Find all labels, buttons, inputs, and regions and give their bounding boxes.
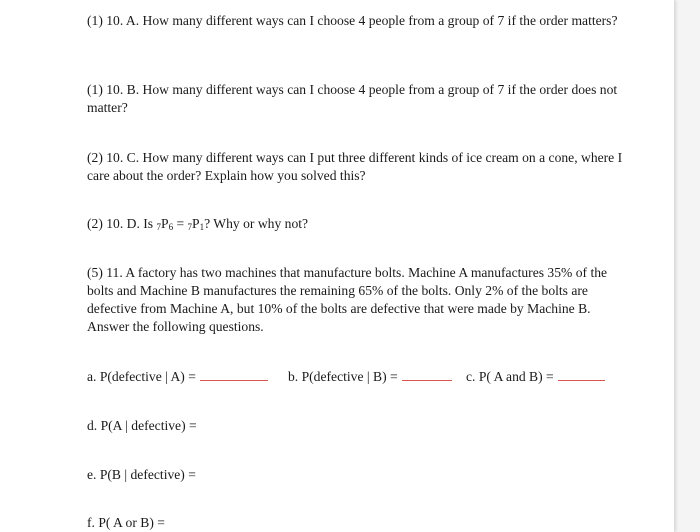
permutation-right [188,216,205,231]
subquestion-a-text: a. P(defective | A) = [87,369,196,384]
subquestion-f-text: f. P( A or B) = [87,515,165,530]
question-10c [87,149,627,185]
permutation-right-r: 1 [199,222,205,232]
answer-blank-b[interactable] [402,368,452,381]
subquestion-b-text: b. P(defective | B) = [288,369,398,384]
answer-blank-c[interactable] [558,368,605,381]
question-10c-text: How many different ways can I put three different kinds of ice cream on a cone, where I care about the order? Explain how you solved this? [87,150,623,183]
answer-blank-a[interactable] [200,368,268,381]
subquestion-e [87,466,196,484]
question-10c-label: (2) 10. C. [87,150,140,165]
permutation-left-n: 7 [156,222,161,232]
question-10a-text: How many different ways can I choose 4 people from a group of 7 if the order matters? [142,13,618,28]
permutation-right-p: P [192,216,200,231]
permutation-left-p: P [161,216,169,231]
permutation-left-r: 6 [168,222,174,232]
question-10d-label: (2) 10. D. [87,216,140,231]
subquestion-c [466,368,605,386]
subquestion-c-text: c. P( A and B) = [466,369,554,384]
question-10a [87,12,627,30]
equals-sign: = [176,216,185,231]
subquestion-e-text: e. P(B | defective) = [87,467,196,482]
subquestion-b [288,368,452,386]
subquestion-d-text: d. P(A | defective) = [87,418,197,433]
subquestion-f [87,514,165,532]
question-10d [87,215,627,236]
question-11-text: A factory has two machines that manufacture bolts. Machine A manufactures 35% of the bolts and Machine B manufactures the remaining 65% of the bolts. Only 2% of the bolts are defective from Machine A, but 10% of the bolts are defective that were made by Machine B. Answer the following questions. [87,265,608,334]
question-11-label: (5) 11. [87,265,123,280]
permutation-right-n: 7 [187,222,193,232]
question-10d-suffix: ? Why or why not? [204,216,309,231]
question-10a-label: (1) 10. A. [87,13,140,28]
subquestion-a [87,368,268,386]
question-10b-text: How many different ways can I choose 4 people from a group of 7 if the order does not matter? [87,82,618,115]
question-10b [87,81,627,117]
permutation-left [157,216,174,231]
question-11 [87,264,627,336]
question-10d-prefix: Is [143,216,154,231]
subquestion-d [87,417,197,435]
question-10b-label: (1) 10. B. [87,82,140,97]
